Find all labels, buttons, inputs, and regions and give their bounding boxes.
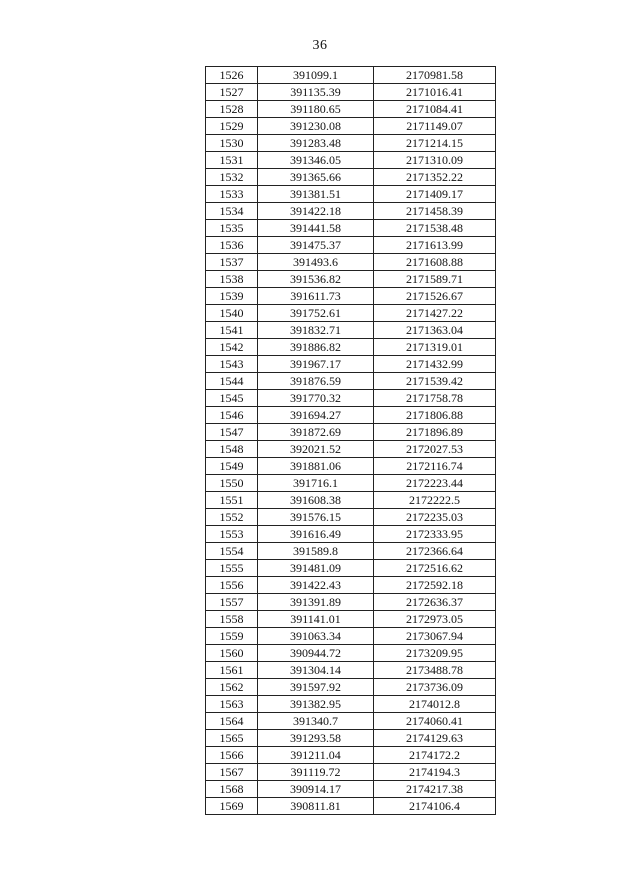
y-coordinate-cell: 2174194.3: [374, 764, 496, 781]
x-coordinate-cell: 391493.6: [258, 254, 374, 271]
point-number-cell: 1535: [206, 220, 258, 237]
x-coordinate-cell: 390944.72: [258, 645, 374, 662]
table-row: [206, 764, 496, 781]
point-number-cell: 1528: [206, 101, 258, 118]
y-coordinate-cell: 2174012.8: [374, 696, 496, 713]
x-coordinate-cell: 391881.06: [258, 458, 374, 475]
table-row: [206, 135, 496, 152]
x-coordinate-cell: 391752.61: [258, 305, 374, 322]
point-number-cell: 1566: [206, 747, 258, 764]
x-coordinate-cell: 391180.65: [258, 101, 374, 118]
table-row: [206, 441, 496, 458]
point-number-cell: 1547: [206, 424, 258, 441]
point-number-cell: 1560: [206, 645, 258, 662]
x-coordinate-cell: 391616.49: [258, 526, 374, 543]
y-coordinate-cell: 2173209.95: [374, 645, 496, 662]
point-number-cell: 1565: [206, 730, 258, 747]
x-coordinate-cell: 391589.8: [258, 543, 374, 560]
y-coordinate-cell: 2171427.22: [374, 305, 496, 322]
x-coordinate-cell: 391340.7: [258, 713, 374, 730]
table-row: [206, 288, 496, 305]
point-number-cell: 1539: [206, 288, 258, 305]
table-row: [206, 628, 496, 645]
y-coordinate-cell: 2171896.89: [374, 424, 496, 441]
point-number-cell: 1544: [206, 373, 258, 390]
y-coordinate-cell: 2172116.74: [374, 458, 496, 475]
y-coordinate-cell: 2174106.4: [374, 798, 496, 815]
point-number-cell: 1548: [206, 441, 258, 458]
table-row: [206, 305, 496, 322]
table-row: [206, 458, 496, 475]
point-number-cell: 1538: [206, 271, 258, 288]
x-coordinate-cell: 391422.43: [258, 577, 374, 594]
table-row: [206, 543, 496, 560]
y-coordinate-cell: 2171806.88: [374, 407, 496, 424]
table-row: [206, 254, 496, 271]
x-coordinate-cell: 391230.08: [258, 118, 374, 135]
point-number-cell: 1569: [206, 798, 258, 815]
x-coordinate-cell: 391872.69: [258, 424, 374, 441]
point-number-cell: 1558: [206, 611, 258, 628]
table-row: [206, 67, 496, 84]
y-coordinate-cell: 2171363.04: [374, 322, 496, 339]
x-coordinate-cell: 390811.81: [258, 798, 374, 815]
table-row: [206, 237, 496, 254]
table-row: [206, 322, 496, 339]
y-coordinate-cell: 2172333.95: [374, 526, 496, 543]
x-coordinate-cell: 391576.15: [258, 509, 374, 526]
x-coordinate-cell: 391346.05: [258, 152, 374, 169]
table-row: [206, 475, 496, 492]
point-number-cell: 1553: [206, 526, 258, 543]
x-coordinate-cell: 391694.27: [258, 407, 374, 424]
y-coordinate-cell: 2171589.71: [374, 271, 496, 288]
table-row: [206, 152, 496, 169]
table-row: [206, 186, 496, 203]
point-number-cell: 1568: [206, 781, 258, 798]
point-number-cell: 1552: [206, 509, 258, 526]
point-number-cell: 1554: [206, 543, 258, 560]
point-number-cell: 1529: [206, 118, 258, 135]
point-number-cell: 1556: [206, 577, 258, 594]
y-coordinate-cell: 2172516.62: [374, 560, 496, 577]
point-number-cell: 1533: [206, 186, 258, 203]
point-number-cell: 1564: [206, 713, 258, 730]
x-coordinate-cell: 391381.51: [258, 186, 374, 203]
y-coordinate-cell: 2171538.48: [374, 220, 496, 237]
x-coordinate-cell: 391283.48: [258, 135, 374, 152]
point-number-cell: 1561: [206, 662, 258, 679]
table-row: [206, 662, 496, 679]
table-row: [206, 560, 496, 577]
x-coordinate-cell: 391382.95: [258, 696, 374, 713]
x-coordinate-cell: 392021.52: [258, 441, 374, 458]
x-coordinate-cell: 391135.39: [258, 84, 374, 101]
y-coordinate-cell: 2174129.63: [374, 730, 496, 747]
y-coordinate-cell: 2174217.38: [374, 781, 496, 798]
x-coordinate-cell: 391716.1: [258, 475, 374, 492]
x-coordinate-cell: 391211.04: [258, 747, 374, 764]
y-coordinate-cell: 2174172.2: [374, 747, 496, 764]
y-coordinate-cell: 2172222.5: [374, 492, 496, 509]
y-coordinate-cell: 2171319.01: [374, 339, 496, 356]
x-coordinate-cell: 391608.38: [258, 492, 374, 509]
table-row: [206, 713, 496, 730]
point-number-cell: 1557: [206, 594, 258, 611]
table-row: [206, 747, 496, 764]
x-coordinate-cell: 391967.17: [258, 356, 374, 373]
table-body: [206, 67, 496, 815]
y-coordinate-cell: 2171613.99: [374, 237, 496, 254]
table-row: [206, 271, 496, 288]
table-row: [206, 781, 496, 798]
point-number-cell: 1559: [206, 628, 258, 645]
table-row: [206, 169, 496, 186]
y-coordinate-cell: 2171149.07: [374, 118, 496, 135]
x-coordinate-cell: 391597.92: [258, 679, 374, 696]
y-coordinate-cell: 2171409.17: [374, 186, 496, 203]
y-coordinate-cell: 2171016.41: [374, 84, 496, 101]
point-number-cell: 1551: [206, 492, 258, 509]
y-coordinate-cell: 2171214.15: [374, 135, 496, 152]
x-coordinate-cell: 391611.73: [258, 288, 374, 305]
point-number-cell: 1530: [206, 135, 258, 152]
y-coordinate-cell: 2173736.09: [374, 679, 496, 696]
table-row: [206, 356, 496, 373]
point-number-cell: 1534: [206, 203, 258, 220]
y-coordinate-cell: 2173488.78: [374, 662, 496, 679]
point-number-cell: 1550: [206, 475, 258, 492]
x-coordinate-cell: 390914.17: [258, 781, 374, 798]
point-number-cell: 1555: [206, 560, 258, 577]
table-row: [206, 407, 496, 424]
y-coordinate-cell: 2172973.05: [374, 611, 496, 628]
y-coordinate-cell: 2171758.78: [374, 390, 496, 407]
y-coordinate-cell: 2172636.37: [374, 594, 496, 611]
table-row: [206, 118, 496, 135]
table-row: [206, 730, 496, 747]
x-coordinate-cell: 391886.82: [258, 339, 374, 356]
y-coordinate-cell: 2174060.41: [374, 713, 496, 730]
y-coordinate-cell: 2172592.18: [374, 577, 496, 594]
point-number-cell: 1540: [206, 305, 258, 322]
y-coordinate-cell: 2173067.94: [374, 628, 496, 645]
point-number-cell: 1567: [206, 764, 258, 781]
table-row: [206, 798, 496, 815]
point-number-cell: 1532: [206, 169, 258, 186]
point-number-cell: 1536: [206, 237, 258, 254]
point-number-cell: 1562: [206, 679, 258, 696]
table-row: [206, 645, 496, 662]
point-number-cell: 1546: [206, 407, 258, 424]
y-coordinate-cell: 2171084.41: [374, 101, 496, 118]
table-row: [206, 509, 496, 526]
table-row: [206, 526, 496, 543]
x-coordinate-cell: 391475.37: [258, 237, 374, 254]
y-coordinate-cell: 2171310.09: [374, 152, 496, 169]
y-coordinate-cell: 2172027.53: [374, 441, 496, 458]
point-number-cell: 1545: [206, 390, 258, 407]
table-row: [206, 611, 496, 628]
table-row: [206, 373, 496, 390]
x-coordinate-cell: 391441.58: [258, 220, 374, 237]
point-number-cell: 1543: [206, 356, 258, 373]
table-row: [206, 492, 496, 509]
table-row: [206, 577, 496, 594]
coordinates-table: [205, 66, 496, 815]
x-coordinate-cell: 391391.89: [258, 594, 374, 611]
y-coordinate-cell: 2172235.03: [374, 509, 496, 526]
point-number-cell: 1541: [206, 322, 258, 339]
point-number-cell: 1542: [206, 339, 258, 356]
y-coordinate-cell: 2171526.67: [374, 288, 496, 305]
point-number-cell: 1527: [206, 84, 258, 101]
x-coordinate-cell: 391422.18: [258, 203, 374, 220]
x-coordinate-cell: 391063.34: [258, 628, 374, 645]
x-coordinate-cell: 391770.32: [258, 390, 374, 407]
y-coordinate-cell: 2171539.42: [374, 373, 496, 390]
x-coordinate-cell: 391119.72: [258, 764, 374, 781]
point-number-cell: 1537: [206, 254, 258, 271]
table-row: [206, 424, 496, 441]
table-row: [206, 390, 496, 407]
y-coordinate-cell: 2172223.44: [374, 475, 496, 492]
x-coordinate-cell: 391293.58: [258, 730, 374, 747]
table-row: [206, 696, 496, 713]
point-number-cell: 1563: [206, 696, 258, 713]
y-coordinate-cell: 2172366.64: [374, 543, 496, 560]
table-row: [206, 679, 496, 696]
x-coordinate-cell: 391832.71: [258, 322, 374, 339]
point-number-cell: 1526: [206, 67, 258, 84]
x-coordinate-cell: 391099.1: [258, 67, 374, 84]
x-coordinate-cell: 391876.59: [258, 373, 374, 390]
x-coordinate-cell: 391536.82: [258, 271, 374, 288]
table-row: [206, 84, 496, 101]
x-coordinate-cell: 391141.01: [258, 611, 374, 628]
y-coordinate-cell: 2171432.99: [374, 356, 496, 373]
x-coordinate-cell: 391365.66: [258, 169, 374, 186]
x-coordinate-cell: 391304.14: [258, 662, 374, 679]
table-row: [206, 594, 496, 611]
y-coordinate-cell: 2171352.22: [374, 169, 496, 186]
table-row: [206, 203, 496, 220]
table-row: [206, 220, 496, 237]
point-number-cell: 1549: [206, 458, 258, 475]
y-coordinate-cell: 2171608.88: [374, 254, 496, 271]
y-coordinate-cell: 2171458.39: [374, 203, 496, 220]
point-number-cell: 1531: [206, 152, 258, 169]
x-coordinate-cell: 391481.09: [258, 560, 374, 577]
table-row: [206, 101, 496, 118]
page-number: 36: [312, 38, 328, 53]
y-coordinate-cell: 2170981.58: [374, 67, 496, 84]
table-row: [206, 339, 496, 356]
